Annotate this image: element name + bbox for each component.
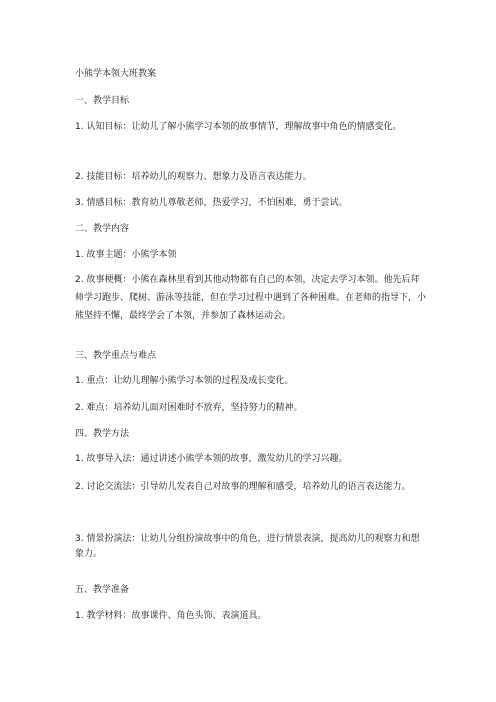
section-item: 1. 故事导入法：通过讲述小熊学本领的故事，激发幼儿的学习兴趣。	[75, 454, 348, 464]
section-heading: 四、教学方法	[75, 429, 130, 439]
section-item: 1. 教学材料：故事课件、角色头饰、表演道具。	[75, 611, 267, 621]
document-title: 小熊学本领大班教案	[75, 69, 157, 79]
section-item: 1. 认知目标：让幼儿了解小熊学习本领的故事情节，理解故事中角色的情感变化。	[75, 122, 402, 132]
section-heading: 二、教学内容	[75, 224, 130, 234]
section-item: 3. 情感目标：教育幼儿尊敬老师，热爱学习，不怕困难，勇于尝试。	[75, 198, 348, 208]
section-heading: 三、教学重点与难点	[75, 351, 157, 361]
section-item: 3. 情景扮演法：让幼儿分组扮演故事中的角色，进行情景表演，提高幼儿的观察力和想象力。	[75, 534, 420, 559]
section-item: 1. 故事主题：小熊学本领	[75, 250, 177, 260]
section-heading: 五、教学准备	[75, 585, 130, 595]
section-item: 2. 技能目标：培养幼儿的观察力、想象力及语言表达能力。	[75, 172, 312, 182]
section-item: 2. 难点：培养幼儿面对困难时不放弃，坚持努力的精神。	[75, 403, 303, 413]
section-heading: 一、教学目标	[75, 96, 130, 106]
section-item: 2. 讨论交流法：引导幼儿发表自己对故事的理解和感受，培养幼儿的语言表达能力。	[75, 482, 411, 492]
section-item: 1. 重点：让幼儿理解小熊学习本领的过程及成长变化。	[75, 376, 294, 386]
section-item: 2. 故事梗概：小熊在森林里看到其他动物都有自己的本领，决定去学习本领。他先后拜师学习跑步、爬树、游泳等技能，但在学习过程中遇到了各种困难。在老师的指导下，小熊坚持不懈，最终学会了本领，并参加了森林运动会。	[75, 275, 427, 321]
